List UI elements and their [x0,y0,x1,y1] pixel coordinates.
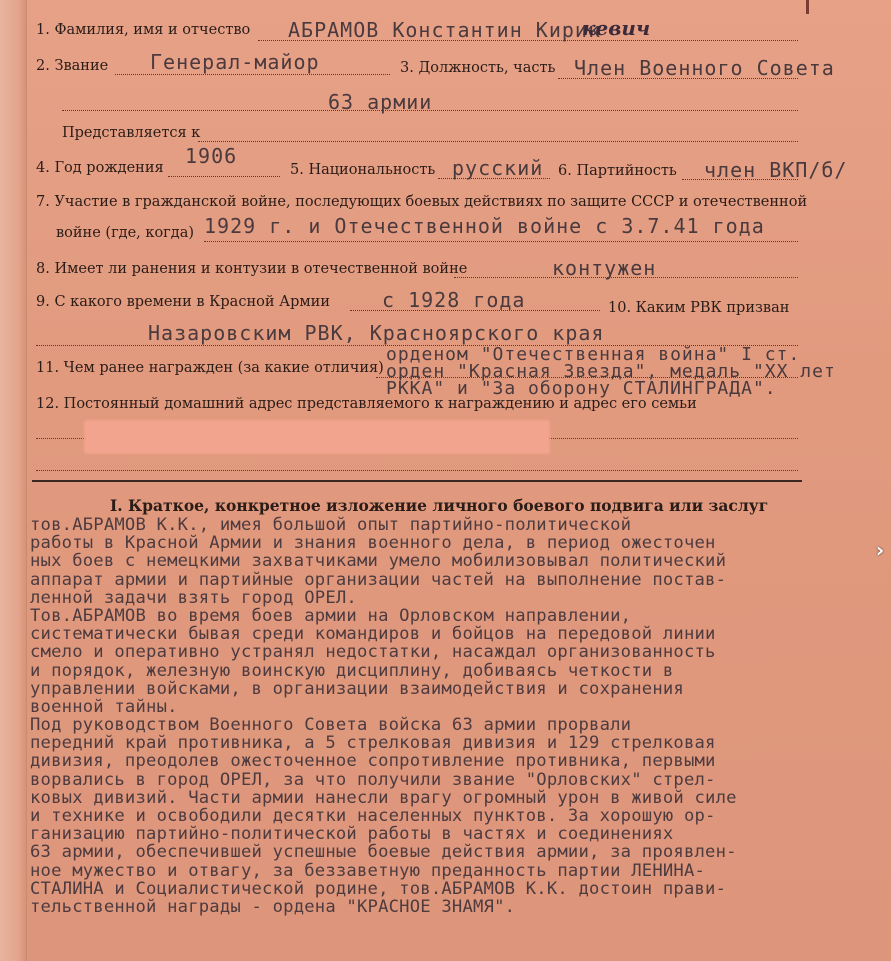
field-12-label: 12. Постоянный домашний адрес представляемого к награждению и адрес его семьи [36,396,697,412]
nominated-label: Представляется к [62,125,201,141]
merit-line: ганизацию партийно-политической работы в частях и соединениях [30,824,674,845]
field-7-value: 1929 г. и Отечественной войне с 3.7.41 года [204,214,765,238]
merit-line: передний край противника, а 5 стрелковая дивизия и 129 стрелковая [30,733,716,754]
field-3-value-1: Член Военного Совета [574,56,835,80]
section-divider [32,480,802,482]
merit-line: тельственной награды - ордена "КРАСНОЕ ЗНАМЯ". [30,896,516,917]
nominated-line [198,141,798,142]
field-8-value: контужен [552,256,657,280]
merit-line: Тов.АБРАМОВ во время боев армии на Орловском направлении, [30,605,632,626]
field-7-label-2: войне (где, когда) [56,225,195,241]
merit-line: военной тайны. [30,696,178,717]
field-3-label: 3. Должность, часть [400,60,556,76]
merit-line: систематически бывая среди командиров и бойцов на передовой линии [30,624,716,645]
merit-line: ковых дивизий. Части армии нанесли врагу огромный урон в живой силе [30,787,737,808]
merit-line: ных боев с немецкими захватчиками умело мобилизовывал политический [30,551,727,572]
merit-line: ное мужество и отвагу, за беззаветную преданность партии ЛЕНИНА- [30,860,706,881]
field-4-label: 4. Год рождения [36,160,164,176]
field-4-value: 1906 [185,144,238,168]
field-8-label: 8. Имеет ли ранения и контузии в отечественной войне [36,261,468,277]
field-11-label: 11. Чем ранее награжден (за какие отличия) [36,360,384,376]
page-binding-edge [0,0,27,961]
field-1-handwritten-suffix: кевич [582,16,651,40]
merit-line: 63 армии, обеспечившей успешные боевые действия армии, за проявлен- [30,842,737,863]
field-7-line [204,241,798,242]
field-2-value: Генерал-майор [150,50,320,74]
merit-line: ленной задачи взять город ОРЕЛ. [30,587,357,608]
field-9-label: 9. С какого времени в Красной Армии [36,294,330,310]
merit-line: дивизия, преодолев ожесточенное сопротивление противника, первыми [30,751,716,772]
field-6-value: член ВКП/б/ [704,158,848,182]
merit-line: работы в Красной Армии и знания военного дела, в период ожесточен [30,533,716,554]
field-1-label: 1. Фамилия, имя и отчество [36,22,251,38]
merit-line: и технике и освободили десятки населенных пунктов. За хорошую ор- [30,806,716,826]
field-11-value-2: орден "Красная Звезда", медаль "XX лет [386,361,836,382]
redacted-address [84,420,550,454]
merit-line: Под руководством Военного Совета войска 63 армии прорвали [30,715,632,736]
ink-mark [806,0,809,14]
field-5-value: русский [452,156,544,180]
merit-line: тов.АБРАМОВ К.К., имея большой опыт партийно-политической [30,515,632,535]
field-4-line [168,176,280,177]
merit-description [30,516,890,916]
merit-line: и порядок, железную воинскую дисциплину, добиваясь четкости в [30,660,674,681]
field-11-value-1: орденом "Отечественная война" I ст. [386,344,801,365]
merit-line: ворвались в город ОРЕЛ, за что получили звание "Орловских" стрел- [30,769,716,790]
merit-line: аппарат армии и партийные организации частей на выполнение постав- [30,569,727,590]
merit-line: управлении войсками, в организации взаимодействия и сохранения [30,678,684,699]
next-page-arrow-icon[interactable]: › [875,538,885,562]
field-1-value: АБРАМОВ Константин Кирик [288,18,601,42]
field-2-label: 2. Звание [36,58,109,74]
field-6-label: 6. Партийность [558,163,677,179]
field-2-line [115,74,390,75]
merit-line: смело и оперативно устранял недостатки, насаждал организованность [30,642,716,663]
field-7-label-1: 7. Участие в гражданской войне, последующих боевых действиях по защите СССР и отечественной [36,194,808,210]
field-5-label: 5. Национальность [290,162,436,178]
field-3-value-2: 63 армии [328,90,433,114]
section-title: I. Краткое, конкретное изложение личного боевого подвига или заслуг [110,496,769,515]
field-11-value-3: РККА" и "За оборону СТАЛИНГРАДА". [386,378,777,399]
field-9-value: с 1928 года [382,288,526,312]
merit-line: СТАЛИНА и Социалистической родине, тов.АБРАМОВ К.К. достоин прави- [30,878,727,899]
field-10-value: Назаровским РВК, Красноярского края [148,321,605,345]
field-10-label: 10. Каким РВК призван [608,300,790,316]
field-12-line-2 [36,470,798,471]
